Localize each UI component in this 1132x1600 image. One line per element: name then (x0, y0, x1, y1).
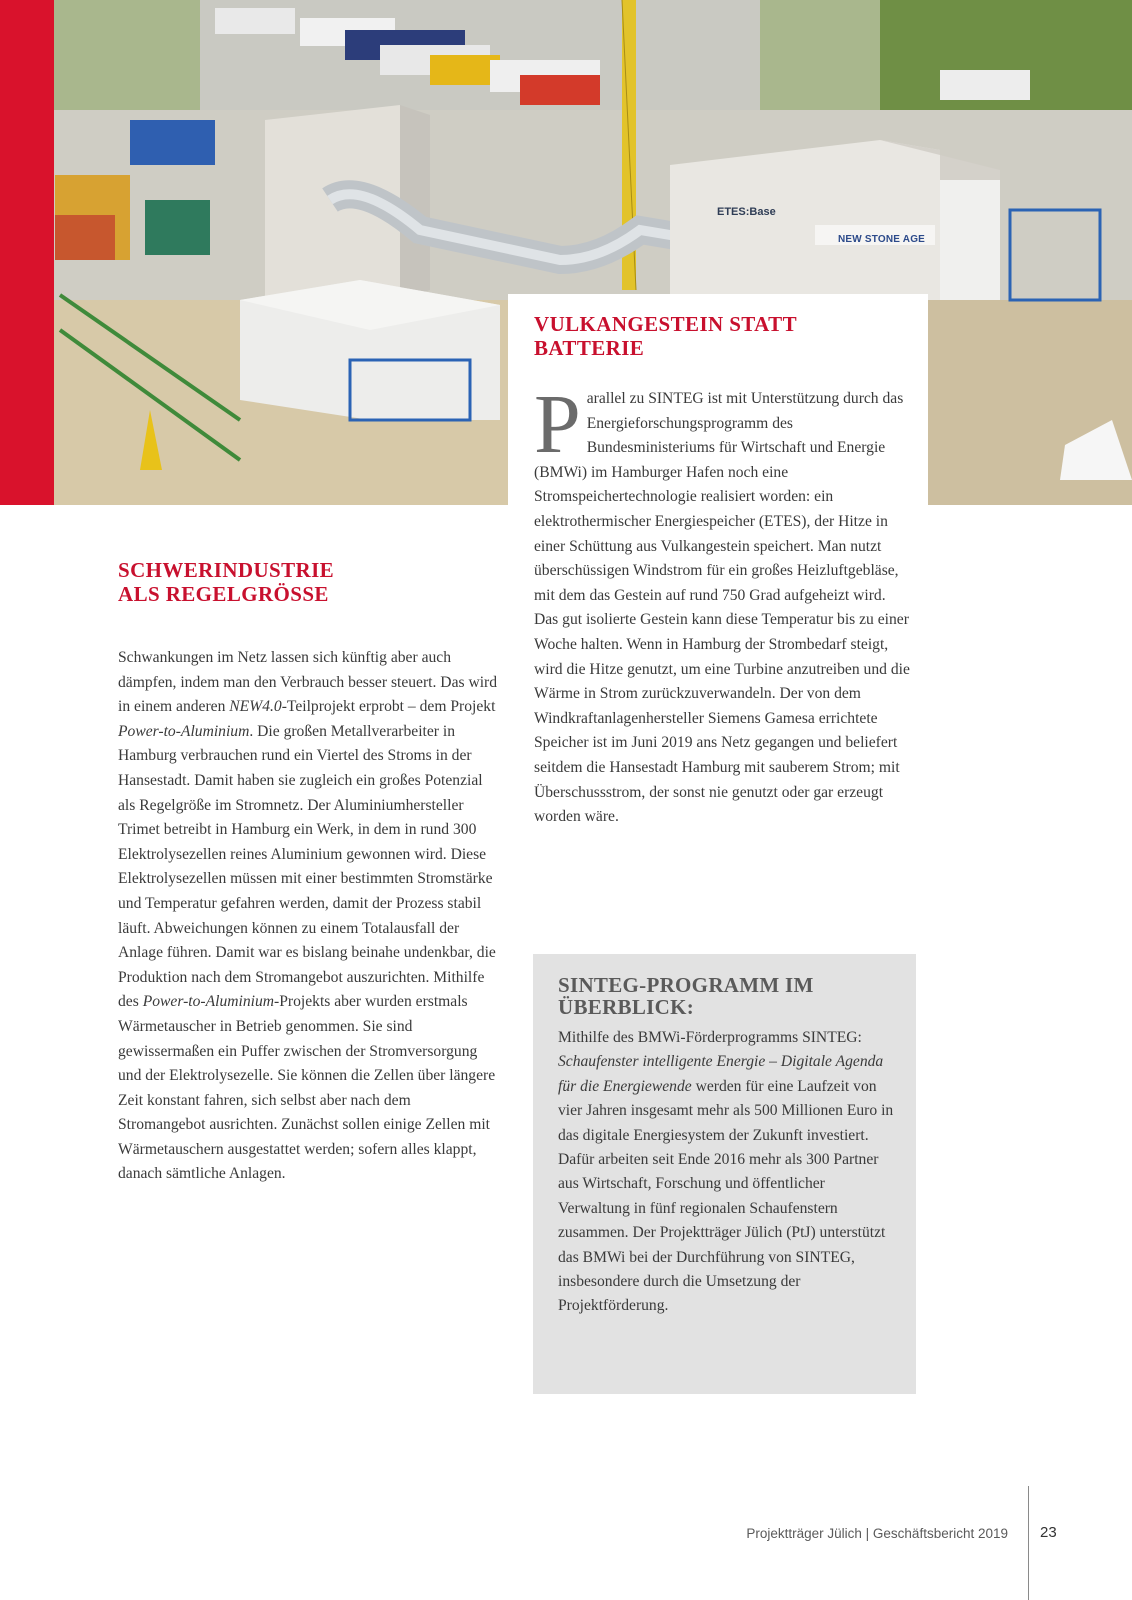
italic-run: Schaufenster intelligente Energie – Digitale Agenda für die Energiewende (558, 1053, 884, 1095)
page-number: 23 (1040, 1524, 1057, 1541)
heading-schwerindustrie (118, 558, 502, 606)
article-schwerindustrie (118, 558, 502, 1187)
text-run: -Teilprojekt erprobt – dem Projekt (281, 698, 496, 716)
paragraph-schwerindustrie (118, 646, 502, 1187)
heading-line: SCHWERINDUSTRIE (118, 558, 335, 582)
text-run: . Die großen Metallverarbeiter in Hamburg verbrauchen rund ein Viertel des Stroms in der Hansestadt. Damit haben sie zugleich ein großes Potenzial als Regelgröße im Stromnetz. Der Aluminiumhersteller Trimet betreibt in Hamburg ein Werk, in dem in rund 300 Elektrolysezellen reines Aluminium gewonnen wird. Diese Elektrolysezellen müssen mit einer bestimmten Stromstärke und Temperatur gefahren werden, damit der Prozess stabil läuft. Abweichungen können zu einem Totalausfall der Anlage führen. Damit war es bislang beinahe undenkbar, die Produktion nach dem Stromangebot auszurichten. Mithilfe des (118, 722, 496, 1011)
building-sign-etes: ETES:Base (717, 206, 776, 218)
heading-line: SINTEG-PROGRAMM IM (558, 973, 814, 997)
italic-run: NEW4.0 (229, 698, 282, 716)
paragraph-vulkangestein (534, 378, 912, 830)
building-sign-stone-age: NEW STONE AGE (838, 234, 926, 245)
footer-publication: Projektträger Jülich | Geschäftsbericht 2019 (746, 1526, 1008, 1541)
text-run: Mithilfe des BMWi-Förderprogramms SINTEG: (558, 1029, 862, 1046)
paragraph-sinteg (558, 1026, 898, 1319)
italic-run: Power-to-Aluminium (142, 993, 275, 1011)
text-run: Schwankungen im Netz lassen sich künftig aber auch dämpfen, indem man den Verbrauch besser steuert. Das wird in einem anderen (118, 649, 498, 716)
heading-line: ALS REGELGRÖSSE (118, 582, 329, 606)
article-vulkangestein (508, 294, 928, 909)
heading-line: VULKANGESTEIN STATT (534, 312, 797, 336)
heading-line: ÜBERBLICK: (558, 995, 695, 1019)
red-edge-band (0, 0, 54, 505)
heading-sinteg (558, 974, 898, 1018)
text-run: werden für eine Laufzeit von vier Jahren insgesamt mehr als 500 Millionen Euro in das digitale Energiesystem der Zukunft investiert. Dafür arbeiten seit Ende 2016 mehr als 300 Partner aus Wirtschaft, Forschung und öffentlicher Verwaltung in fünf regionalen Schaufenstern zusammen. Der Projektträger Jülich (PtJ) unterstützt das BMWi bei der Durchführung von SINTEG, insbesondere durch die Umsetzung der Projektförderung. (558, 1077, 894, 1315)
italic-run: Power-to-Aluminium (118, 722, 250, 740)
paragraph-text: arallel zu SINTEG ist mit Unterstützung durch das Energieforschungsprogramm des Bundesministeriums für Wirtschaft und Energie (BMWi) im Hamburger Hafen noch eine Stromspeichertechnologie realisiert worden: ein elektrothermischer Energiespeicher (ETES), der Hitze in einer Schüttung aus Vulkangestein speichert. Man nutzt überschüssigen Windstrom für ein großes Heizluftgebläse, mit dem das Gestein auf rund 750 Grad aufgeheizt wird. Das gut isolierte Gestein kann diese Temperatur bis zu einer Woche halten. Wenn in Hamburg der Strombedarf steigt, wird die Hitze genutzt, um eine Turbine anzutreiben und die Wärme in Strom zurückzuverwandeln. Der von dem Windkraftanlagenhersteller Siemens Gamesa errichtete Speicher ist im Juni 2019 ans Netz gegangen und beliefert seitdem die Hansestadt Hamburg mit sauberem Strom; mit Überschussstrom, der sonst nie genutzt oder gar erzeugt worden wäre. (534, 390, 910, 826)
text-run: -Projekts aber wurden erstmals Wärmetauscher in Betrieb genommen. Sie sind gewissermaßen ein Puffer zwischen der Stromversorgung und der Elektrolysezelle. Sie können die Zellen über längere Zeit konstant fahren, sich selbst aber nach dem Stromangebot ausrichten. Zunächst sollen einige Zellen mit Wärmetauschern ausgestattet werden; sofern alles klappt, danach sämtliche Anlagen. (118, 993, 496, 1183)
heading-line: BATTERIE (534, 336, 645, 360)
sinteg-info-box (533, 954, 916, 1394)
heading-vulkangestein (534, 312, 912, 360)
footer-divider (1028, 1486, 1029, 1600)
drop-cap: P (534, 378, 581, 471)
